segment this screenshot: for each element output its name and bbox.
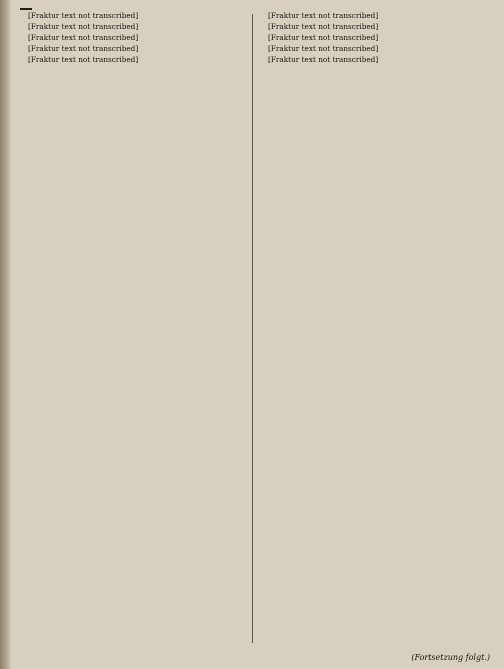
page-number-box (20, 8, 32, 10)
paragraph: [Fraktur text not transcribed] (28, 43, 139, 53)
column-divider (252, 14, 253, 643)
paragraph: [Fraktur text not transcribed] (268, 43, 379, 53)
continuation-note: (Fortsetzung folgt.) (411, 653, 490, 662)
paragraph: [Fraktur text not transcribed] (268, 21, 379, 31)
text-columns (20, 12, 494, 647)
paragraph: [Fraktur text not transcribed] (268, 12, 379, 20)
left-column (20, 12, 246, 647)
paragraph: [Fraktur text not transcribed] (268, 54, 379, 64)
paragraph: [Fraktur text not transcribed] (28, 12, 139, 20)
paragraph: [Fraktur text not transcribed] (28, 54, 139, 64)
right-column (260, 12, 494, 647)
paragraph: [Fraktur text not transcribed] (268, 32, 379, 42)
paragraph: [Fraktur text not transcribed] (28, 21, 139, 31)
paragraph: [Fraktur text not transcribed] (28, 32, 139, 42)
